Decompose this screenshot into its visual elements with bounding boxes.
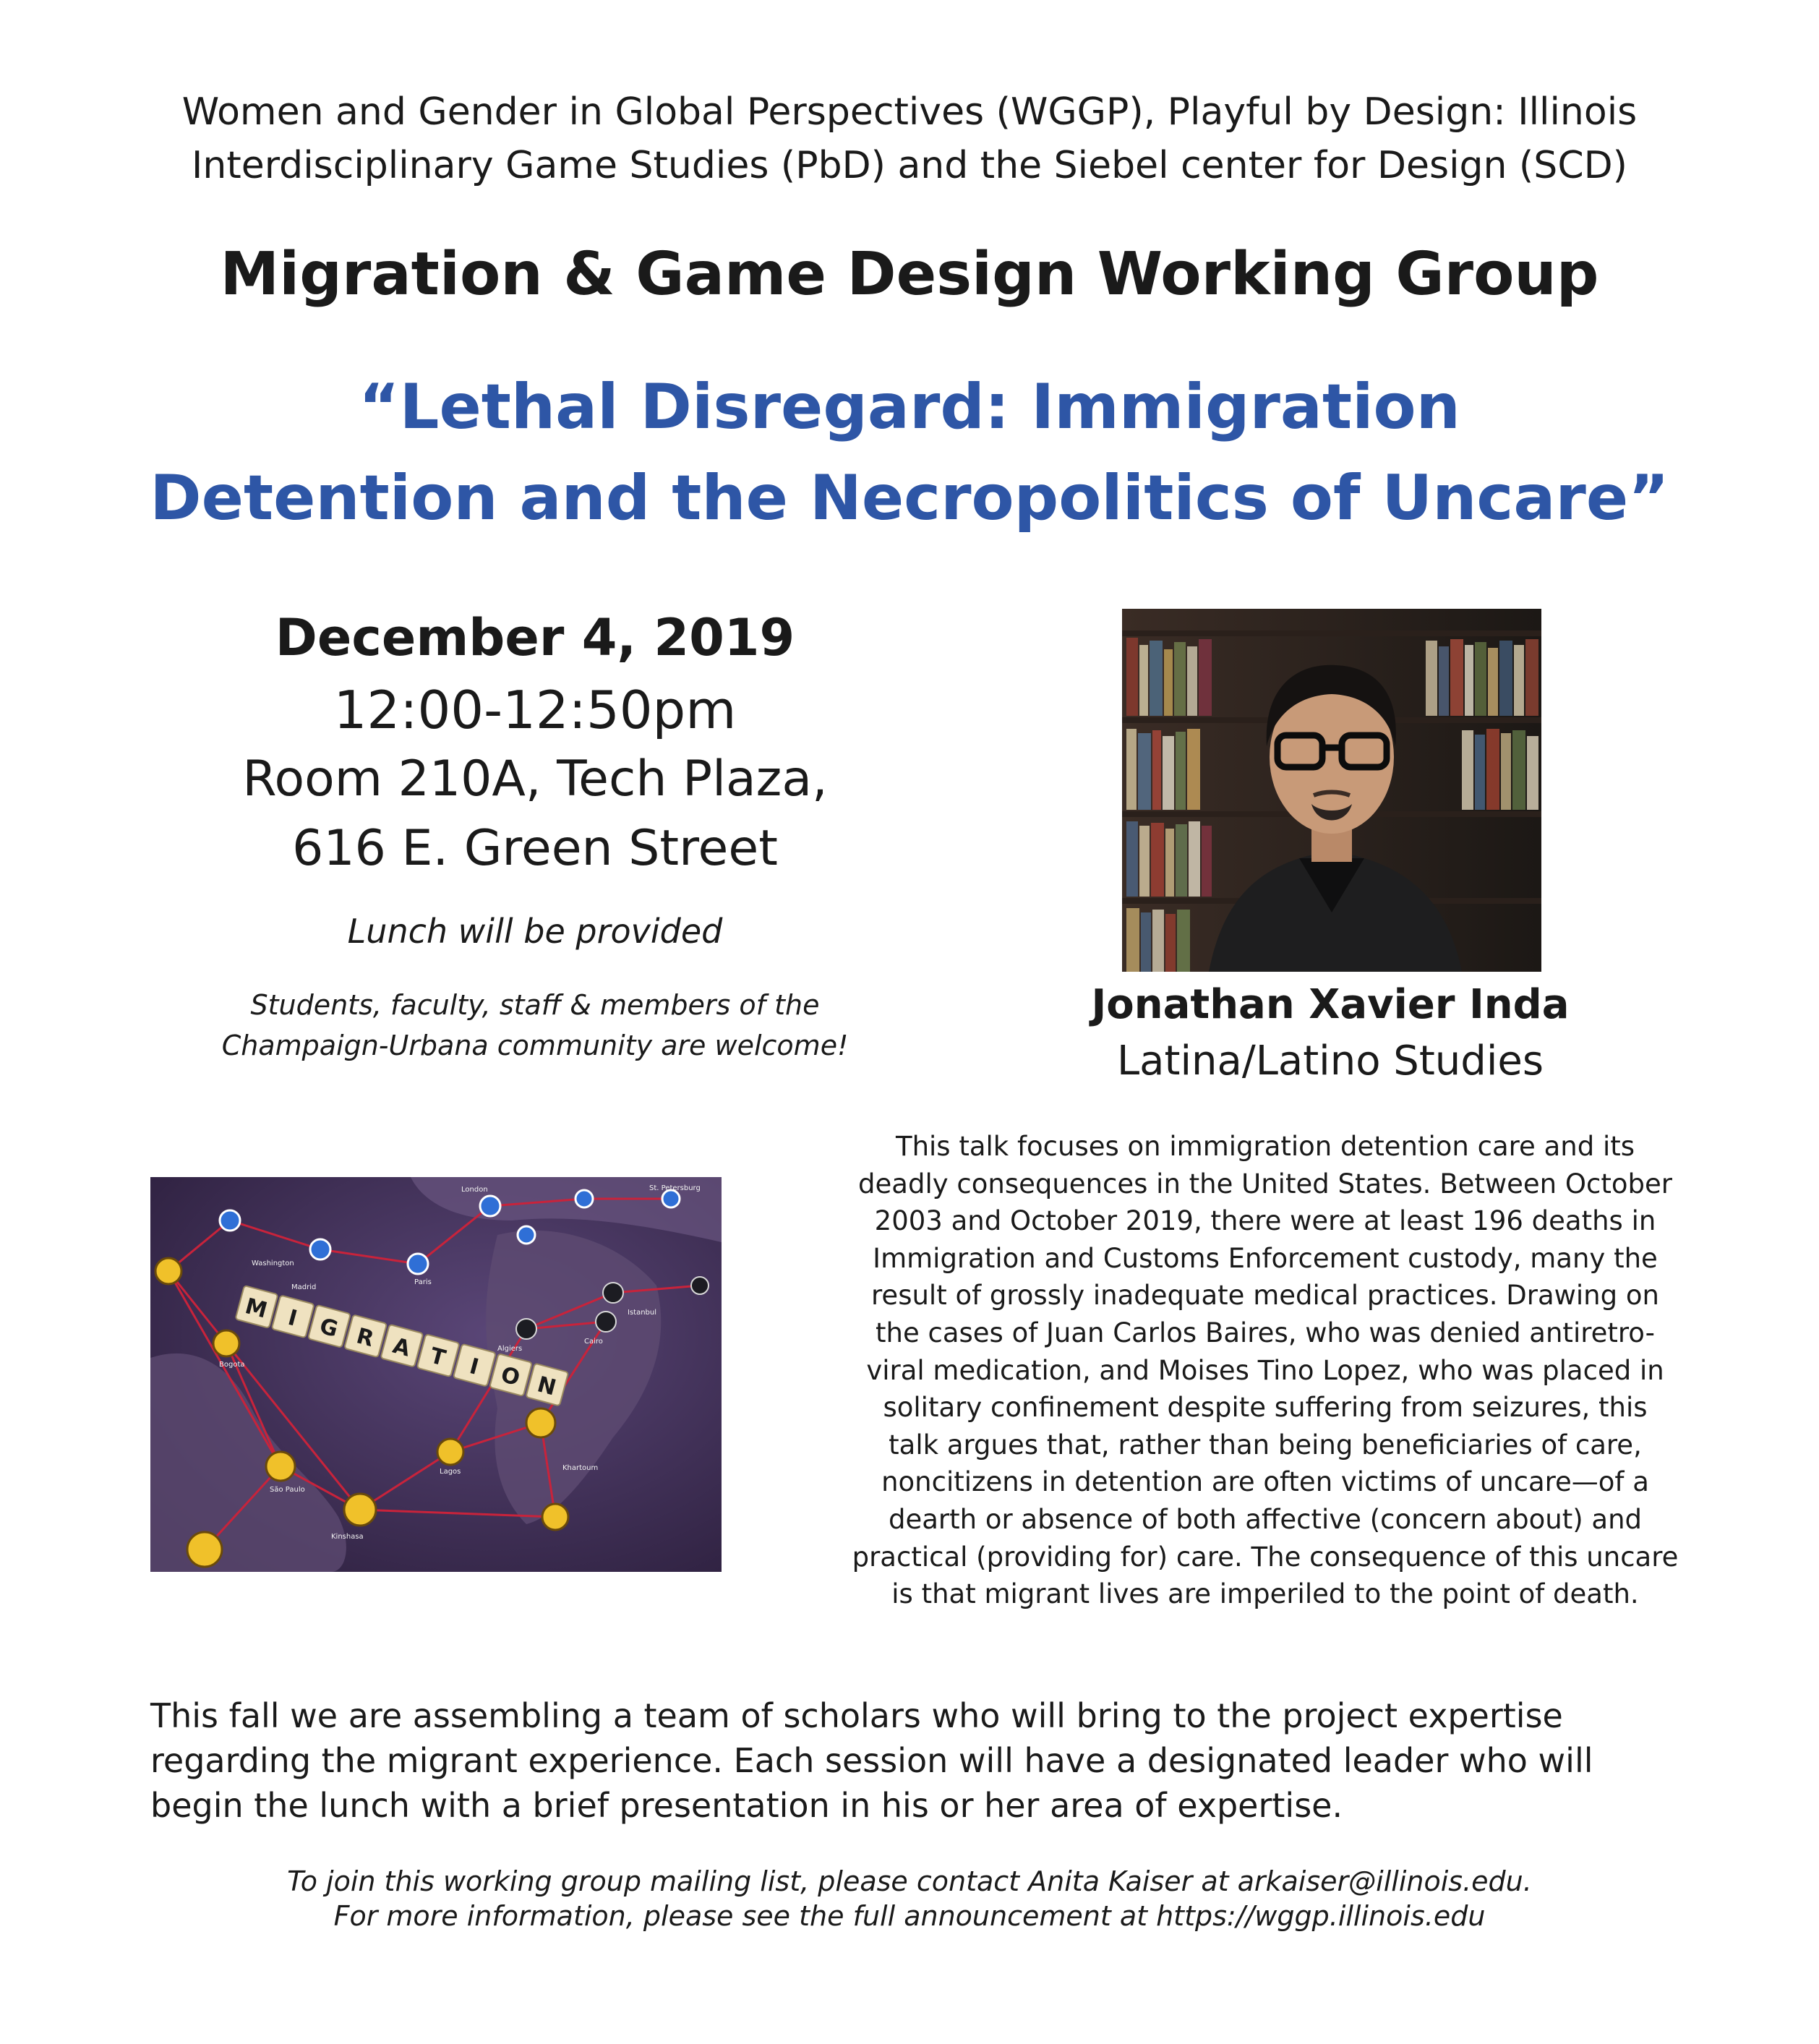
letter-tile-letter: I bbox=[466, 1354, 482, 1380]
footer-info-line: For more information, please see the full announcement at https://wggp.illinois.edu bbox=[333, 1900, 1486, 1932]
event-street: 616 E. Green Street bbox=[292, 820, 778, 877]
abstract bbox=[817, 1128, 1713, 1613]
map-label-khartoum: Khartoum bbox=[562, 1464, 599, 1472]
abstract-line-1: This talk focuses on immigration detention care and its bbox=[895, 1131, 1635, 1162]
letter-tile-letter: N bbox=[534, 1372, 559, 1401]
map-label-istanbul: Istanbul bbox=[628, 1309, 657, 1317]
working-group-description bbox=[150, 1693, 1683, 1828]
lunch-note: Lunch will be provided bbox=[347, 912, 723, 951]
abstract-line-9: talk argues that, rather than being beneficiaries of care, bbox=[889, 1429, 1642, 1461]
welcome-note bbox=[130, 985, 940, 1066]
letter-tile-letter: A bbox=[390, 1333, 413, 1362]
description-line-1: This fall we are assembling a team of scholars who will bring to the project expertise bbox=[150, 1696, 1563, 1735]
speaker-department: Latina/Latino Studies bbox=[1116, 1038, 1544, 1085]
map-label-cairo: Cairo bbox=[584, 1338, 603, 1346]
welcome-line-2: Champaign-Urbana community are welcome! bbox=[221, 1030, 849, 1061]
talk-title-line-2: Detention and the Necropolitics of Uncare” bbox=[150, 462, 1669, 534]
abstract-line-5: result of grossly inadequate medical practices. Drawing on bbox=[871, 1280, 1659, 1312]
abstract-line-7: viral medication, and Moises Tino Lopez, who was placed in bbox=[866, 1354, 1664, 1386]
abstract-line-4: Immigration and Customs Enforcement custody, many the bbox=[873, 1242, 1658, 1274]
talk-title-line-1: “Lethal Disregard: Immigration bbox=[359, 371, 1460, 443]
map-label-kinshasa: Kinshasa bbox=[331, 1533, 364, 1541]
map-label-sao-paulo: São Paulo bbox=[270, 1486, 305, 1494]
map-label-lagos: Lagos bbox=[440, 1468, 461, 1476]
letter-tile-letter: M bbox=[242, 1293, 270, 1324]
abstract-line-11: dearth or absence of both affective (concern about) and bbox=[888, 1503, 1643, 1535]
speaker-portrait bbox=[1122, 609, 1541, 972]
speaker-photo bbox=[1122, 609, 1541, 972]
sponsors bbox=[0, 85, 1819, 192]
map-label-st-petersburg: St. Petersburg bbox=[649, 1184, 701, 1192]
event-date: December 4, 2019 bbox=[275, 608, 795, 667]
letter-tile-letter: G bbox=[317, 1313, 341, 1343]
abstract-line-6: the cases of Juan Carlos Baires, who was denied antiretro- bbox=[876, 1317, 1655, 1348]
letter-tile-letter: R bbox=[354, 1323, 377, 1353]
map-label-london: London bbox=[461, 1186, 488, 1194]
description-line-2: regarding the migrant experience. Each session will have a designated leader who will bbox=[150, 1741, 1593, 1780]
migration-game-photo bbox=[150, 1177, 722, 1572]
footer bbox=[0, 1864, 1819, 1933]
game-board-illustration bbox=[150, 1177, 722, 1572]
abstract-line-2: deadly consequences in the United States. Between October bbox=[858, 1168, 1672, 1200]
map-label-paris: Paris bbox=[414, 1278, 432, 1286]
event-time: 12:00-12:50pm bbox=[333, 680, 737, 740]
abstract-line-12: practical (providing for) care. The consequence of this uncare bbox=[852, 1541, 1679, 1573]
abstract-line-13: is that migrant lives are imperiled to the point of death. bbox=[891, 1578, 1639, 1610]
abstract-line-8: solitary confinement despite suffering from seizures, this bbox=[883, 1392, 1648, 1424]
speaker-name: Jonathan Xavier Inda bbox=[1091, 981, 1570, 1028]
abstract-line-10: noncitizens in detention are often victims of uncare—of a bbox=[881, 1466, 1649, 1498]
map-label-madrid: Madrid bbox=[291, 1283, 317, 1291]
letter-tile-letter: O bbox=[498, 1361, 523, 1392]
footer-contact-line: To join this working group mailing list, please contact Anita Kaiser at arkaiser@illinois.edu. bbox=[287, 1865, 1532, 1897]
letter-tile-letter: T bbox=[427, 1343, 448, 1372]
sponsors-line-2: Interdisciplinary Game Studies (PbD) and the Siebel center for Design (SCD) bbox=[192, 144, 1627, 187]
letter-tile-letter: I bbox=[285, 1304, 300, 1332]
map-label-washington: Washington bbox=[252, 1260, 294, 1267]
abstract-line-3: 2003 and October 2019, there were at least 196 deaths in bbox=[874, 1205, 1656, 1237]
event-room: Room 210A, Tech Plaza, bbox=[242, 751, 828, 808]
map-label-bogota: Bogota bbox=[219, 1361, 245, 1369]
talk-title bbox=[0, 362, 1819, 544]
group-title: Migration & Game Design Working Group bbox=[220, 240, 1599, 309]
sponsors-line-1: Women and Gender in Global Perspectives (WGGP), Playful by Design: Illinois bbox=[181, 90, 1638, 134]
map-label-algiers: Algiers bbox=[497, 1345, 523, 1353]
welcome-line-1: Students, faculty, staff & members of the bbox=[250, 989, 820, 1021]
description-line-3: begin the lunch with a brief presentation in his or her area of expertise. bbox=[150, 1786, 1343, 1825]
